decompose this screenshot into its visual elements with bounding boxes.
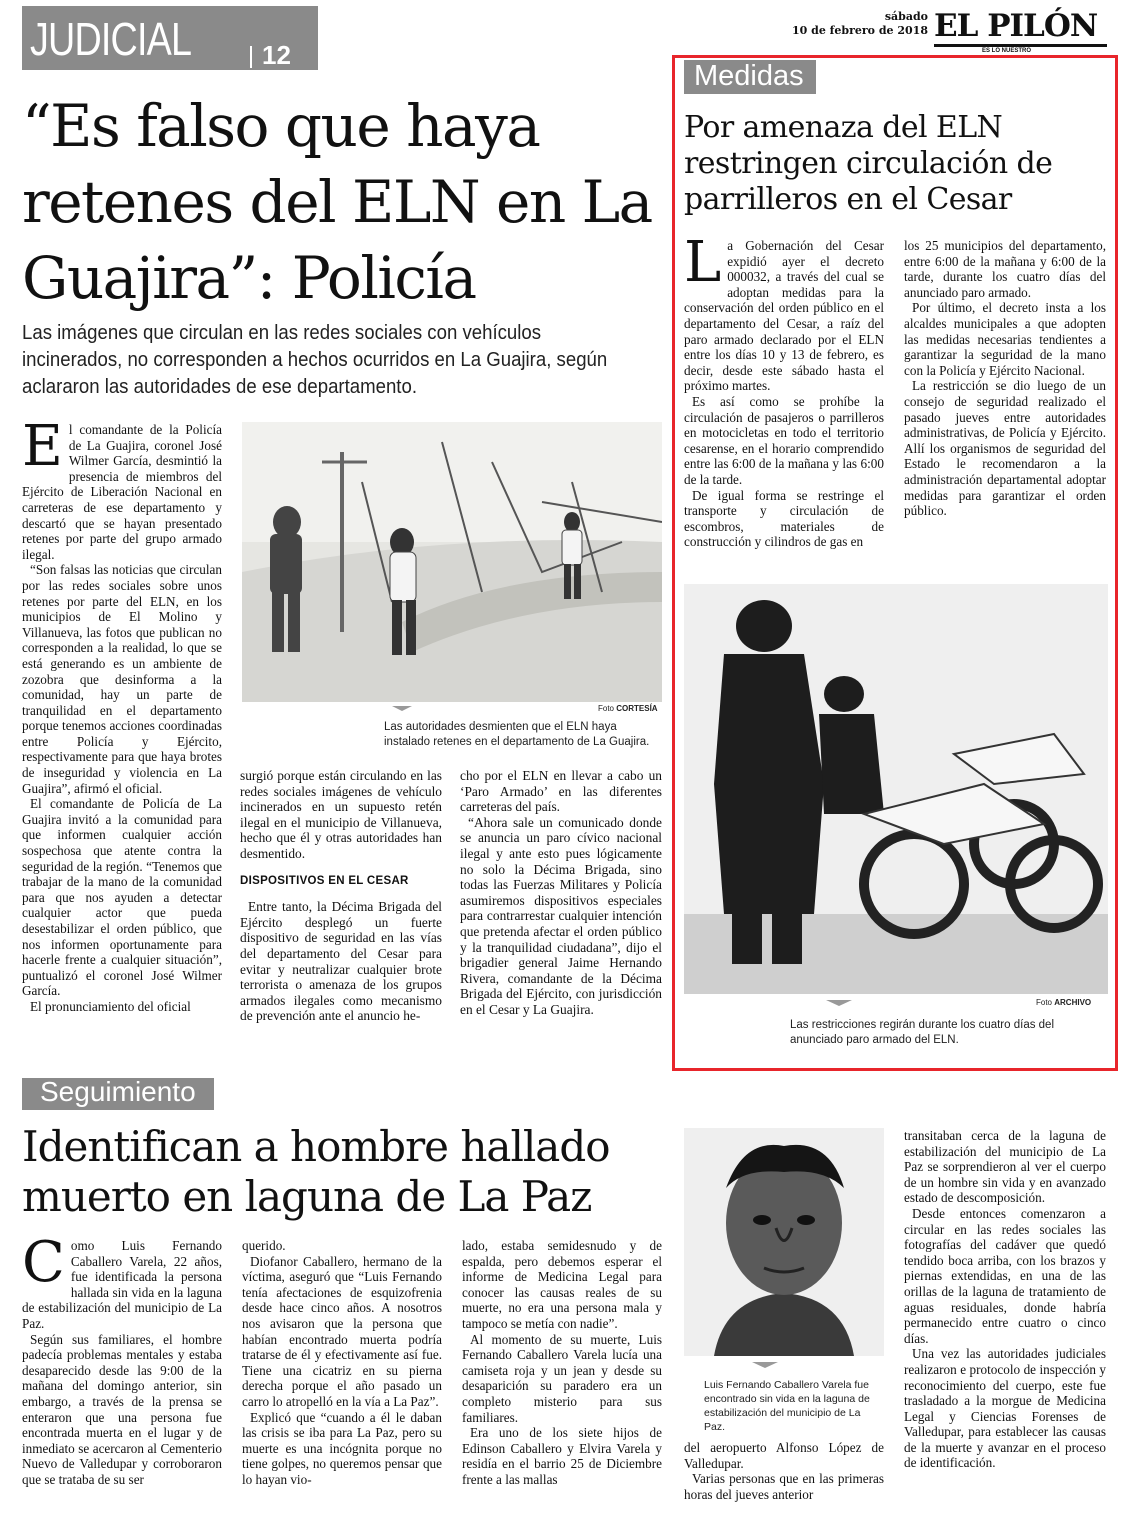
article2-column-2: los 25 municipios del departamento, entre 6:00 de la mañana y 6:00 de la tarde, durante los cuatro días del anunciado paro armado. Por último, el decreto insta a los alcaldes municipales a que adopten las medidas necesarias tendientes a garantizar la seguridad de la mano con la Policía y Ejército Nacional. La restricción se dio luego de un consejo de seguridad realizado el pasado jueves entre autoridades administrativas, de Policía y Ejército. Allí los organismos de seguridad del Estado le recomendaron a la administración departamental adoptar medidas para garantizar el orden público. — [904, 238, 1106, 519]
header-date: 10 de febrero de 2018 — [792, 24, 928, 37]
article3-caption: Luis Fernando Caballero Varela fue encontrado sin vida en la laguna de estabilización del municipio de La Paz. — [704, 1379, 870, 1433]
article1-caption: Las autoridades desmienten que el ELN haya instalado retenes en el departamento de La Guajira. — [384, 721, 650, 748]
article1-column-3: cho por el ELN en llevar a cabo un ‘Paro Armado’ en las diferentes carreteras del país. “Ahora sale un comunicado donde se anuncia un paro cívico nacional ilegal y ante esto pues lógicamente no solo la Décima Brigada, sino todas las Fuerzas Militares y Policía asumiremos dispositivos especiales para contrarrestar cualquier intención que pretenda afectar el orden público y la tranquilidad ciudadana”, dijo el brigadier general Jaime Hernando Rivera, comandante de la Décima Brigada del Ejército, con jurisdicción en el Cesar y La Guajira. — [460, 768, 662, 1017]
dropcap: E — [22, 414, 63, 479]
article3-column-4: del aeropuerto Alfonso López de Valledupar. Varias personas que en las primeras horas del jueves anterior — [684, 1440, 884, 1502]
logo-rule — [934, 44, 1107, 47]
article3-column-1: C omo Luis Fernando Caballero Varela, 22 años, fue identificada la persona hallada sin vida en la laguna de estabilización del municipio de La Paz. Según sus familiares, el hombre padecía problemas mentales y estaba desaparecido desde las 9:00 de la mañana del domingo anterior, sin embargo, a través de la prensa se enteraron que una persona fue encontrada muerta en el lugar y de inmediato se acercaron al Cementerio Nuevo de Valledupar y corroboraron que se trataba de su ser — [22, 1230, 222, 1487]
article2-photo — [684, 584, 1108, 994]
article3-section-text: Seguimiento — [40, 1076, 196, 1107]
logo: EL PILÓN — [934, 8, 1098, 44]
article1-column-2: surgió porque están circulando en las redes sociales imágenes de vehículo incinerados en un supuesto retén ilegal en el municipio de Villanueva, hecho que él y otras autoridades han desmentido. DISPOSITIVOS EN EL CESAR Entre tanto, la Décima Brigada del Ejército desplegó un fuerte dispositivo de seguridad en las vías del departamento del Cesar para evitar y neutralizar cualquier brote terrorista o amenaza de los grupos armados ilegales como mecanismo de prevención ante el anuncio he- — [240, 768, 442, 1024]
article3-column-2: querido. Diofanor Caballero, hermano de la víctima, aseguró que “Luis Fernando tenía afectaciones de esquizofrenia desde hace cinco años. A nosotros nos avisaron que la persona que habían encontrado muerta podría tratarse de él y efectivamente así fue. Tiene una cicatriz en su pierna derecha porque el año pasado un carro lo atropelló en la vía a La Paz”. Explicó que “cuando a él le daban las crisis se iba para La Paz, pero su muerte es una incógnita porque no tiene golpes, no queremos pensar que lo hayan vio- — [242, 1238, 442, 1487]
section-title: JUDICIAL — [30, 13, 192, 65]
article3-column-3: lado, estaba semidesnudo y de espalda, pero debemos esperar el informe de Medicina Legal para conocer las causas reales de su muerte, no era una persona mala y tampoco se metía con nadie”. Al momento de su muerte, Luis Fernando Caballero Varela lucía una camiseta roja y un jean y desde su desaparición su paradero era un completo misterio para sus familiares. Era uno de los siete hijos de Edinson Caballero y Elvira Varela y residía en el barrio 25 de Diciembre frente a las mallas — [462, 1238, 662, 1487]
article1-photo — [242, 422, 662, 702]
subhead: DISPOSITIVOS EN EL CESAR — [240, 874, 409, 887]
caption-arrow-icon — [826, 1000, 852, 1006]
caption-arrow-icon — [392, 706, 412, 711]
article2-photo-credit: Foto ARCHIVO — [1036, 998, 1092, 1007]
article3-column-5: transitaban cerca de la laguna de estabilización del municipio de La Paz se sorprendieron al ver el cuerpo de un hombre sin vida y en avanzado estado de descomposición. Desde entonces comenzaron a circular en las redes sociales las fotografías del cadáver que quedó tendido boca arriba, con los brazos y piernas extendidas, en una de las orillas de la laguna de tratamiento de aguas residuales, donde habría permanecido entre cuatro o cinco días. Una vez las autoridades judiciales realizaron e protocolo de inspección y reconocimiento del cuerpo, este fue trasladado a la morgue de Medicina Legal y Ciencias Forenses de Valledupar, para establecer las causas de la muerte y avanzar en el proceso de identificación. — [904, 1128, 1106, 1471]
article1-photo-credit: Foto CORTESÍA — [598, 704, 658, 713]
article2-headline: Por amenaza del ELN restringen circulación de parrilleros en el Cesar — [684, 110, 1053, 217]
article2-column-1: L a Gobernación del Cesar expidió ayer el decreto 000032, a través del cual se adoptan medidas para la conservación del orden público en el departamento del Cesar, a raíz del paro armado declarado por el ELN entre los días 10 y 13 de febrero, es decir, desde este sábado hasta el próximo martes. Es así como se prohíbe la circulación de pasajeros o parrilleros en motocicletas en todo el territorio cesarense, en el horario comprendido entre las 6:00 de la mañana y las 6:00 de la tarde. De igual forma se restringe el transporte y circulación de escombros, materiales de construcción y cilindros de gas en — [684, 230, 884, 550]
article1-headline: “Es falso que haya retenes del ELN en La Guajira”: Policía — [22, 92, 652, 312]
header-day: sábado — [884, 10, 928, 23]
article1-column-1: E l comandante de la Policía de La Guajira, coronel José Wilmer García, desmintió la presencia de miembros del Ejército de Liberación Nacional en carreteras de ese departamento y descartó que se hayan presentado retenes por parte del grupo armado ilegal. “Son falsas las noticias que circulan por las redes sociales sobre unos retenes por parte del ELN, en los municipios de El Molino y Villanueva, las fotos que publican no corresponden a la realidad, lo que se está generando es un ambiente de zozobra que desinforma a la comunidad, hay un parte de tranquilidad en el departamento porque tenemos acciones coordinadas entre Policía y Ejército, respectivamente para que haya brotes de inseguridad y violencia en La Guajira”, afirmó el oficial. El comandante de Policía de La Guajira invitó a la comunidad para que informen cualquier acción sospechosa que atente contra la seguridad de la región. “Tenemos que trabajar de la mano de la comunidad para que nos ayuden a detectar cualquier actor que pueda desestabilizar el orden público, que nos informen oportunamente para hacerle frente a cualquier situación”, puntualizó el coronel José Wilmer García. El pronunciamiento del oficial — [22, 414, 222, 1014]
caption-arrow-icon — [752, 1362, 778, 1368]
dropcap: C — [22, 1230, 65, 1295]
article2-section-text: Medidas — [694, 60, 804, 92]
man-portrait-image — [684, 1128, 884, 1356]
article3-portrait — [684, 1128, 884, 1356]
page-number: 12 — [262, 40, 291, 70]
dropcap: L — [684, 230, 722, 295]
police-motorcycles-image — [684, 584, 1108, 994]
road-scene-image — [242, 422, 662, 702]
page-divider — [250, 46, 252, 68]
logo-tagline: ES LO NUESTRO — [982, 48, 1032, 54]
article2-caption: Las restricciones regirán durante los cuatro días del anunciado paro armado del ELN. — [790, 1019, 1055, 1046]
article1-lead: Las imágenes que circulan en las redes sociales con vehículos incinerados, no corresponden a hechos ocurridos en La Guajira, según aclararon las autoridades de ese departamento. — [22, 322, 608, 398]
article3-headline: Identifican a hombre hallado muerto en laguna de La Paz — [22, 1122, 610, 1221]
